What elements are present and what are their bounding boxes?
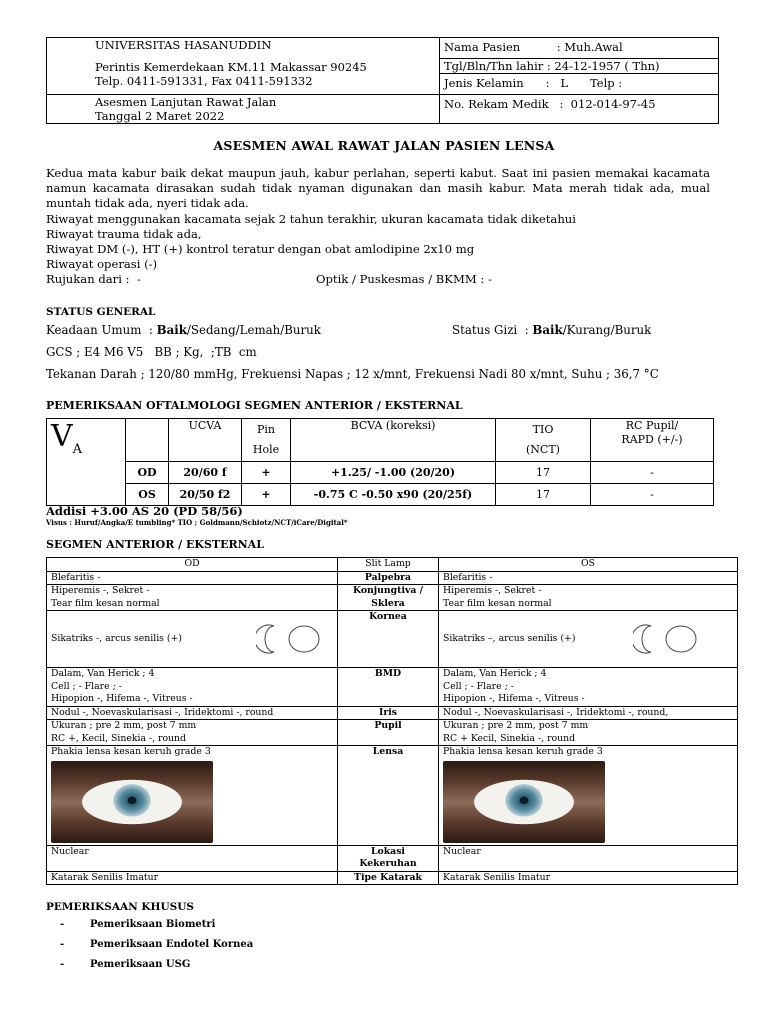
address-line-2: Telp. 0411-591331, Fax 0411-591332 [95, 74, 313, 88]
khusus-list [60, 919, 253, 979]
va-symbol [47, 419, 126, 506]
anamnesis [46, 166, 710, 288]
finding-text: Nuclear [51, 845, 89, 857]
col-rapd-label: RAPD (+/-) [621, 433, 683, 446]
os-finding [439, 746, 738, 846]
slit-lamp-label [338, 585, 439, 611]
item-label: Pemeriksaan Endotel Kornea [90, 939, 254, 950]
od-finding [47, 611, 338, 668]
address-line-1: Perintis Kemerdekaan KM.11 Makassar 90245 [95, 60, 367, 74]
finding-text: Nuclear [443, 845, 481, 857]
slit-lamp-label [338, 746, 439, 846]
os-finding [439, 585, 738, 611]
patient-name: Nama Pasien : Muh.Awal [440, 38, 718, 59]
finding-text: Cell ; - Flare ; - [51, 680, 122, 692]
finding-text: BMD [374, 668, 402, 679]
segment-row [47, 585, 738, 611]
finding-text: Tipe Katarak [354, 871, 422, 883]
os-finding [439, 611, 738, 668]
segment-row [47, 720, 738, 746]
finding-text: Sklera [371, 597, 405, 609]
slit-lamp-label [338, 706, 439, 720]
segment-body [47, 571, 738, 885]
bcva-value: +1.25/ -1.00 (20/20) [291, 462, 496, 484]
referral-from: Rujukan dari : - [46, 272, 141, 287]
slit-lamp-label [338, 571, 439, 585]
finding-text: Dalam, Van Herick ; 4 [443, 668, 547, 679]
finding-text: Nodul -, Noevaskularisasi -, Iridektomi -, round [51, 706, 274, 718]
od-finding [47, 720, 338, 746]
item-label: Pemeriksaan Biometri [90, 919, 216, 930]
bullet-dash: - [60, 939, 65, 950]
finding-text: RC +, Kecil, Sinekia -, round [51, 732, 186, 744]
finding-text: Hipopion -, Hifema -, Vitreus - [51, 693, 193, 704]
form-name: Asesmen Lanjutan Rawat Jalan [95, 95, 277, 109]
pinhole-value: + [242, 484, 291, 506]
od-finding [47, 571, 338, 585]
segment-table [46, 557, 738, 885]
pinhole-value: + [242, 462, 291, 484]
os-finding [439, 871, 738, 885]
institution-name: UNIVERSITAS HASANUDDIN [95, 38, 272, 52]
finding-text: Lensa [372, 746, 404, 757]
finding-text: Palpebra [364, 571, 412, 583]
visual-acuity-table [46, 418, 714, 506]
history-line: Riwayat menggunakan kacamata sejak 2 tahun terakhir, ukuran kacamata tidak diketahui [46, 211, 576, 226]
finding-text: Phakia lensa kesan keruh grade 3 [443, 746, 603, 757]
finding-text: Sikatriks –, arcus senilis (+) [443, 632, 576, 644]
complaint-paragraph: Kedua mata kabur baik dekat maupun jauh, kabur perlahan, seperti kabut. Saat ini pasien memakai kacamata namun kacamata dirasakan sudah tidak nyaman digunakan dan masih kabur. Mata merah tidak ada, mual muntah tidak ada, nyeri tidak ada. [46, 166, 710, 211]
finding-text: Hiperemis -, Sekret - [443, 585, 542, 596]
finding-text: Pupil [374, 720, 402, 731]
oftalmologi-heading: PEMERIKSAAN OFTALMOLOGI SEGMEN ANTERIOR / EKSTERNAL [46, 399, 463, 412]
bcva-value: -0.75 C -0.50 x90 (20/25f) [291, 484, 496, 506]
col-hole: Hole [252, 443, 280, 456]
status-gizi [452, 323, 651, 337]
os-eye-photo [443, 761, 605, 843]
birth-date: Tgl/Bln/Thn lahir : 24-12-1957 ( Thn) [440, 59, 718, 74]
keadaan-umum [46, 323, 321, 337]
ucva-value: 20/50 f2 [169, 484, 242, 506]
gcs-line: GCS ; E4 M6 V5 BB ; Kg, ;TB cm [46, 345, 257, 359]
va-row-od [47, 462, 714, 484]
os-finding [439, 668, 738, 707]
od-finding [47, 871, 338, 885]
visus-note: Visus : Huruf/Angka/E tumbling* TIO ; Goldmann/Schiotz/NCT/iCare/Digital* [46, 518, 348, 527]
segment-row [47, 571, 738, 585]
va-sub: A [72, 442, 83, 457]
rc-value: - [591, 462, 714, 484]
col-rc-label: RC Pupil/ [625, 419, 679, 432]
finding-text: Kornea [369, 611, 407, 622]
col-nct-label: (NCT) [526, 443, 560, 456]
finding-text: Sikatriks -, arcus senilis (+) [51, 632, 182, 644]
os-finding [439, 571, 738, 585]
page-title: ASESMEN AWAL RAWAT JALAN PASIEN LENSA [213, 138, 555, 153]
cornea-sketch-icon [256, 622, 326, 656]
eye-label: OD [126, 462, 169, 484]
segment-row [47, 871, 738, 885]
finding-text: Nodul -, Noevaskularisasi -, Iridektomi -, round, [443, 706, 669, 718]
bullet-dash: - [60, 919, 65, 930]
vital-signs: Tekanan Darah ; 120/80 mmHg, Frekuensi Napas ; 12 x/mnt, Frekuensi Nadi 80 x/mnt, Suhu ; 36,7 °C [46, 367, 659, 381]
col-tio-label: TIO [532, 423, 554, 436]
col-ucva: UCVA [169, 419, 242, 462]
empty-cell [126, 419, 169, 462]
finding-text: Cell ; - Flare ; - [443, 680, 514, 692]
form-date: Tanggal 2 Maret 2022 [95, 109, 225, 123]
od-finding [47, 845, 338, 871]
finding-text: Blefaritis - [51, 571, 101, 583]
form-info-cell [47, 95, 440, 124]
cornea-sketch-icon [633, 622, 703, 656]
finding-text: Katarak Senilis Imatur [443, 871, 551, 883]
segment-row [47, 746, 738, 846]
col-slit-lamp: Slit Lamp [338, 558, 439, 572]
slit-lamp-label [338, 611, 439, 668]
os-finding [439, 706, 738, 720]
history-line: Riwayat trauma tidak ada, [46, 226, 202, 241]
keadaan-selected: Baik [156, 323, 187, 337]
finding-text: Kekeruhan [359, 858, 417, 869]
rc-value: - [591, 484, 714, 506]
finding-text: Dalam, Van Herick ; 4 [51, 668, 155, 679]
gizi-label: Status Gizi : [452, 323, 533, 337]
col-os: OS [439, 558, 738, 572]
gender-phone: Jenis Kelamin : L Telp : [444, 76, 623, 90]
slit-lamp-label [338, 871, 439, 885]
col-pin-hole [242, 419, 291, 462]
keadaan-label: Keadaan Umum : [46, 323, 157, 337]
list-item [60, 919, 253, 939]
eye-label: OS [126, 484, 169, 506]
od-finding [47, 668, 338, 707]
tio-value: 17 [496, 484, 591, 506]
addisi-line: Addisi +3.00 AS 20 (PD 58/56) [46, 504, 243, 518]
finding-text: Tear film kesan normal [443, 597, 552, 609]
slit-lamp-label [338, 720, 439, 746]
segment-row [47, 845, 738, 871]
slit-lamp-label [338, 668, 439, 707]
col-od: OD [47, 558, 338, 572]
od-finding [47, 706, 338, 720]
va-main: V [51, 419, 73, 454]
segment-row [47, 706, 738, 720]
list-item [60, 939, 253, 959]
finding-text: Ukuran ; pre 2 mm, post 7 mm [51, 720, 197, 731]
header-table [46, 37, 719, 124]
finding-text: Hiperemis -, Sekret - [51, 585, 150, 596]
od-eye-photo [51, 761, 213, 843]
col-rc [591, 419, 714, 462]
finding-text: RC + Kecil, Sinekia -, round [443, 732, 576, 744]
od-finding [47, 746, 338, 846]
finding-text: Katarak Senilis Imatur [51, 871, 159, 883]
finding-text: Iris [378, 706, 397, 718]
col-bcva: BCVA (koreksi) [291, 419, 496, 462]
ucva-value: 20/60 f [169, 462, 242, 484]
history-line: Riwayat operasi (-) [46, 257, 158, 272]
finding-text: Phakia lensa kesan keruh grade 3 [51, 746, 211, 757]
os-finding [439, 845, 738, 871]
os-finding [439, 720, 738, 746]
list-item [60, 959, 253, 979]
finding-text: Hipopion -, Hifema -, Vitreus - [443, 693, 585, 704]
khusus-heading: PEMERIKSAAN KHUSUS [46, 901, 194, 913]
finding-text: Konjungtiva / [352, 585, 424, 596]
medical-record-number: No. Rekam Medik : 012-014-97-45 [440, 95, 719, 124]
finding-text: Ukuran ; pre 2 mm, post 7 mm [443, 720, 589, 731]
finding-text: Blefaritis - [443, 571, 493, 583]
status-general-heading: STATUS GENERAL [46, 306, 156, 318]
gizi-options: /Kurang/Buruk [562, 323, 652, 337]
segment-row [47, 611, 738, 668]
segment-row [47, 668, 738, 707]
bullet-dash: - [60, 959, 65, 970]
gizi-selected: Baik [532, 323, 563, 337]
col-tio [496, 419, 591, 462]
od-finding [47, 585, 338, 611]
patient-info-cell [440, 38, 719, 95]
finding-text: Tear film kesan normal [51, 597, 160, 609]
referral-row [46, 272, 710, 287]
segment-heading: SEGMEN ANTERIOR / EKSTERNAL [46, 538, 264, 551]
tio-value: 17 [496, 462, 591, 484]
slit-lamp-label [338, 845, 439, 871]
keadaan-options: /Sedang/Lemah/Buruk [186, 323, 321, 337]
item-label: Pemeriksaan USG [90, 959, 191, 970]
col-pin: Pin [256, 423, 275, 436]
institution-cell [47, 38, 440, 95]
referral-optik: Optik / Puskesmas / BKMM : - [316, 272, 492, 287]
va-row-os [47, 484, 714, 506]
history-line: Riwayat DM (-), HT (+) kontrol teratur dengan obat amlodipine 2x10 mg [46, 242, 475, 257]
finding-text: Lokasi [371, 845, 405, 857]
